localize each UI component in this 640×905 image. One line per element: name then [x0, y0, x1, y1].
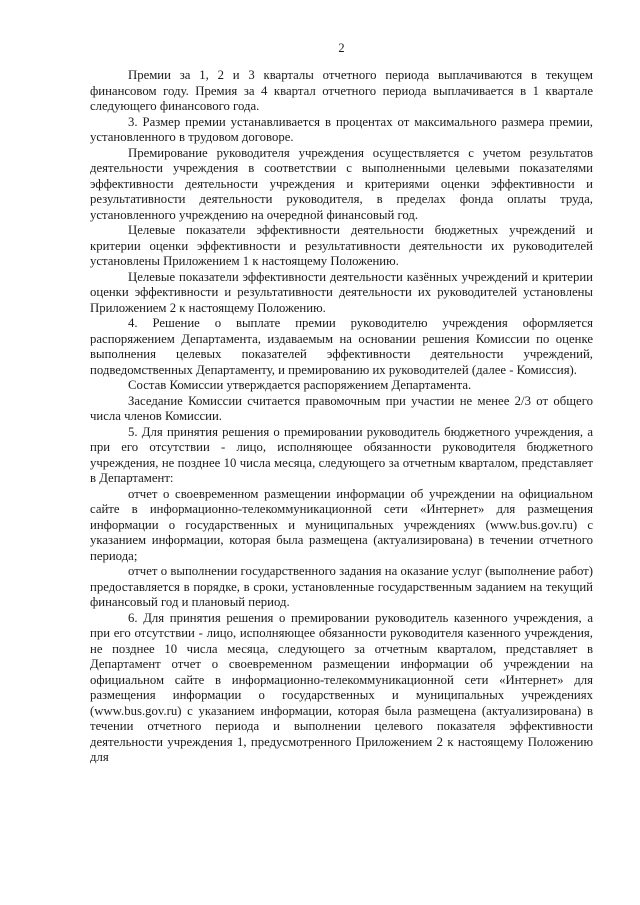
paragraph-premium-size: 3. Размер премии устанавливается в процентах от максимального размера премии, установленного в трудовом договоре. — [90, 114, 593, 144]
paragraph-commission-composition: Состав Комиссии утверждается распоряжением Департамента. — [128, 378, 472, 392]
paragraph-commission-quorum: Заседание Комиссии считается правомочным при участии не менее 2/3 от общего числа членов Комиссии. — [90, 393, 593, 423]
page-number: 2 — [338, 41, 345, 55]
paragraph-state-submission: 6. Для принятия решения о премировании руководитель казенного учреждения, а при его отсутствии - лицо, исполняющее обязанности руководителя казенного учреждения, не позднее 10 числа месяца, следующего за отчетным кварталом, представляет в Департамент отчет о своевременном размещении информации об учреждении на официальном сайте в информационно-телекоммуникационной сети «Интернет» для размещения информации о государственных и муниципальных учреждениях (www.bus.gov.ru) с указанием информации, которая была размещена (актуализирована) в течении отчетного периода и выполнении целевого показателя эффективности деятельности учреждения 1, предусмотренного Приложением 2 к настоящему Положению для — [90, 610, 593, 764]
paragraph-state-indicators: Целевые показатели эффективности деятельности казённых учреждений и критерии оценки эффективности и результативности деятельности их руководителей установлены Приложением 2 к настоящему Положению. — [90, 269, 593, 315]
paragraph-task-report: отчет о выполнении государственного задания на оказание услуг (выполнение работ) предоставляется в порядке, в сроки, установленные государственным заданием на текущий финансовый год и плановый период. — [90, 564, 593, 609]
paragraph-budget-submission: 5. Для принятия решения о премировании руководитель бюджетного учреждения, а при его отсутствии - лицо, исполняющее обязанности руководителя бюджетного учреждения, не позднее 10 числа месяца, следующего за отчетным кварталом, представляет в Департамент: — [90, 424, 593, 485]
paragraph-budget-indicators: Целевые показатели эффективности деятельности бюджетных учреждений и критерии оценки эффективности и результативности деятельности их руководителей установлены Приложением 1 к настоящему Положению. — [90, 223, 593, 268]
paragraph-decision: 4. Решение о выплате премии руководителю учреждения оформляется распоряжением Департамента, издаваемым на основании решения Комиссии по оценке выполнения целевых показателей эффективности деятельности учреждений, подведомственных Департаменту, и премированию их руководителей (далее - Комиссия). — [90, 316, 593, 377]
paragraph-premium-basis: Премирование руководителя учреждения осуществляется с учетом результатов деятельности учреждения в соответствии с выполненными целевыми показателями эффективности деятельности учреждения и критериями оценки эффективности и результативности деятельности руководителя, в пределах фонда оплаты труда, установленного учреждению на очередной финансовый год. — [90, 145, 593, 222]
document-page — [90, 0, 593, 905]
paragraph-premium-quarters: Премии за 1, 2 и 3 кварталы отчетного периода выплачиваются в текущем финансовом году. Премия за 4 квартал отчетного периода выплачивается в 1 квартале следующего финансового года. — [90, 68, 593, 113]
document-body — [90, 68, 593, 766]
paragraph-info-report: отчет о своевременном размещении информации об учреждении на официальном сайте в информационно-телекоммуникационной сети «Интернет» для размещения информации о государственных и муниципальных учреждениях (www.bus.gov.ru) с указанием информации, которая была размещена (актуализирована) в течении отчетного периода; — [90, 486, 593, 563]
